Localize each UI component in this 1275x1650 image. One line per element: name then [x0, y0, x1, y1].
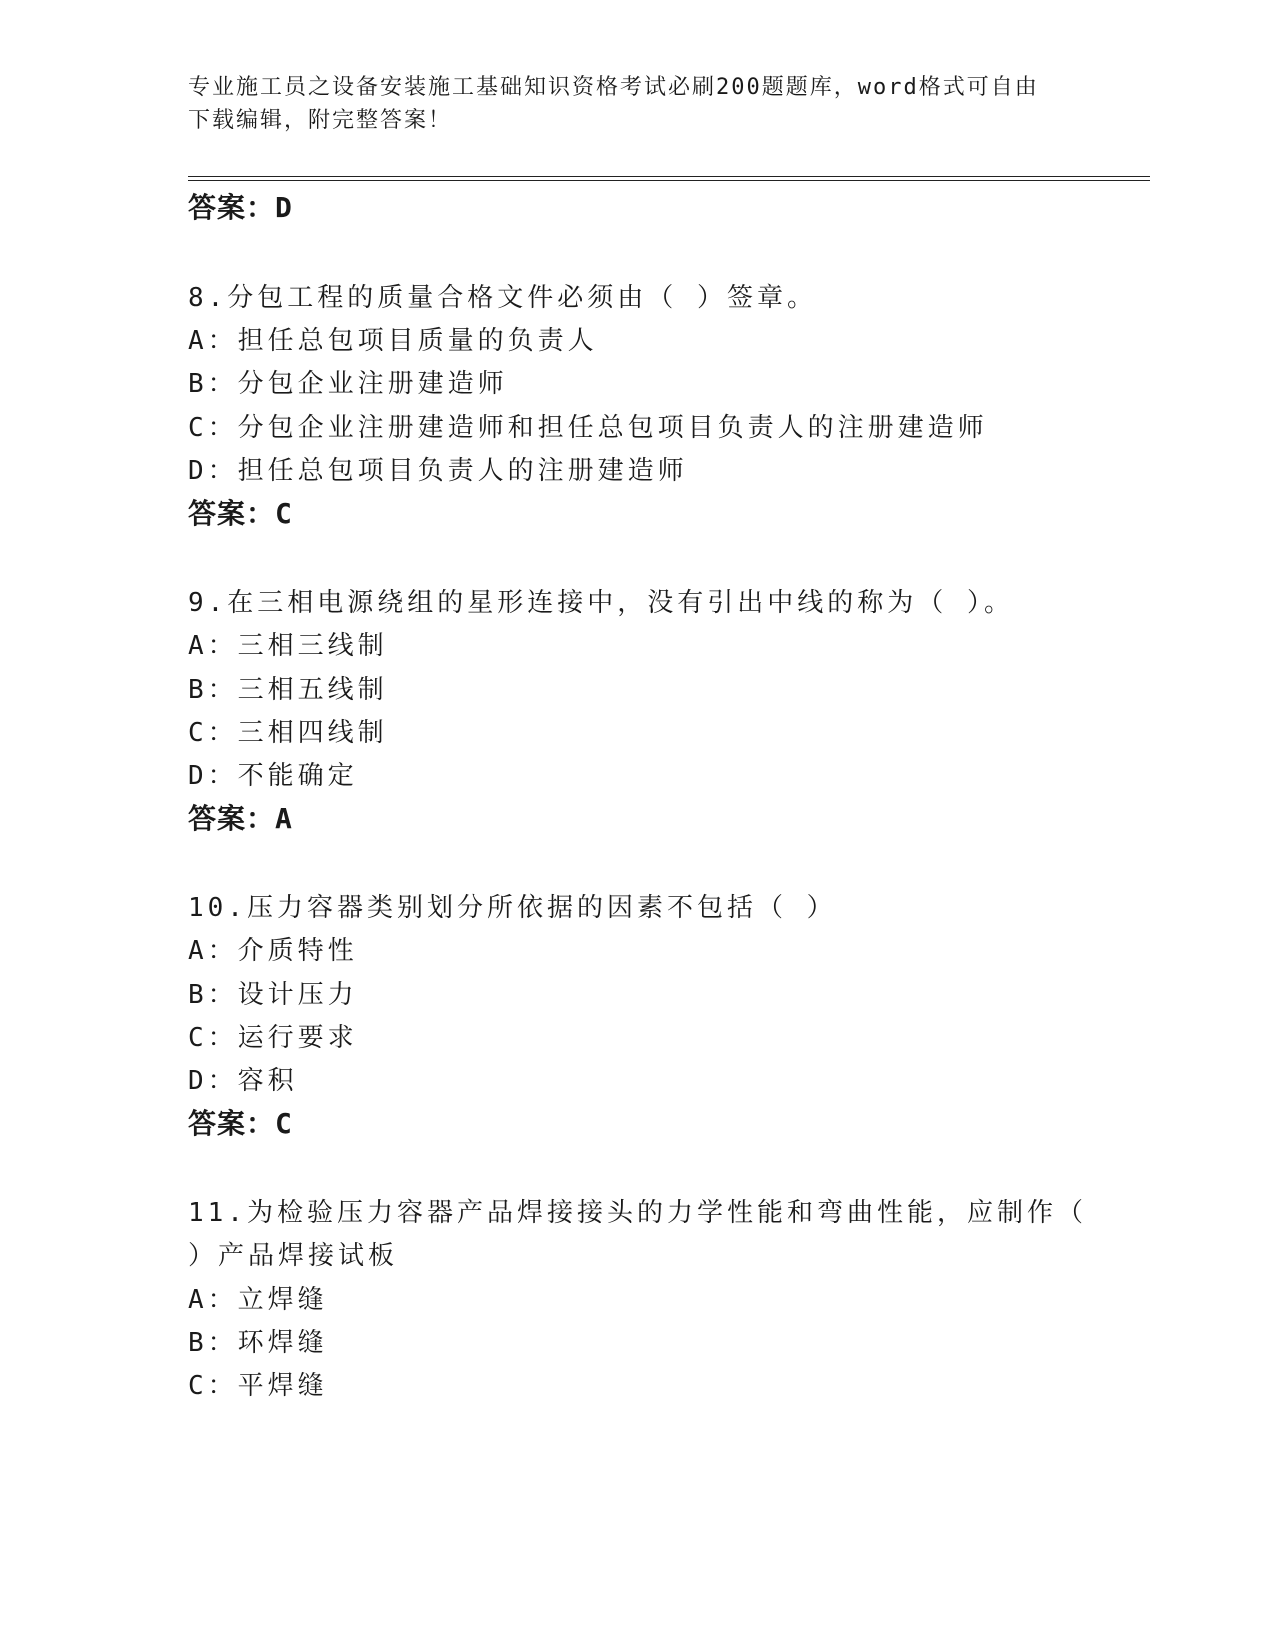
question-8-answer: 答案：C: [188, 497, 293, 530]
question-10-option-d: D：容积: [188, 1066, 298, 1096]
document-title-line-1: 专业施工员之设备安装施工基础知识资格考试必刷200题题库，word格式可自由: [188, 75, 1039, 100]
question-8-stem: 8.分包工程的质量合格文件必须由（ ）签章。: [188, 283, 817, 313]
answer-prev: 答案：D: [188, 191, 293, 224]
question-9-option-a: A：三相三线制: [188, 631, 388, 661]
question-9-option-c: C：三相四线制: [188, 718, 388, 748]
question-9-stem: 9.在三相电源绕组的星形连接中，没有引出中线的称为（ ）。: [188, 588, 1014, 618]
question-8-option-d: D：担任总包项目负责人的注册建造师: [188, 456, 688, 486]
question-8-option-c: C：分包企业注册建造师和担任总包项目负责人的注册建造师: [188, 413, 988, 443]
question-9-answer: 答案：A: [188, 802, 293, 835]
header-rule-top: [188, 176, 1150, 177]
question-9-option-d: D：不能确定: [188, 761, 358, 791]
question-11-option-c: C：平焊缝: [188, 1371, 328, 1401]
question-11-option-a: A：立焊缝: [188, 1285, 328, 1315]
question-10-answer: 答案：C: [188, 1107, 293, 1140]
question-10-option-b: B：设计压力: [188, 980, 358, 1010]
question-11-option-b: B：环焊缝: [188, 1328, 328, 1358]
question-8-option-b: B：分包企业注册建造师: [188, 369, 508, 399]
question-9-option-b: B：三相五线制: [188, 675, 388, 705]
question-11-stem-line-1: 11.为检验压力容器产品焊接接头的力学性能和弯曲性能，应制作（: [188, 1198, 1087, 1228]
header-rule-bottom: [188, 180, 1150, 181]
question-10-option-a: A：介质特性: [188, 936, 358, 966]
document-title-line-2: 下载编辑，附完整答案！: [188, 108, 453, 133]
question-10-stem: 10.压力容器类别划分所依据的因素不包括（ ）: [188, 893, 837, 923]
question-11-stem-line-2: ）产品焊接试板: [188, 1241, 399, 1271]
question-10-option-c: C：运行要求: [188, 1023, 358, 1053]
question-8-option-a: A：担任总包项目质量的负责人: [188, 326, 598, 356]
